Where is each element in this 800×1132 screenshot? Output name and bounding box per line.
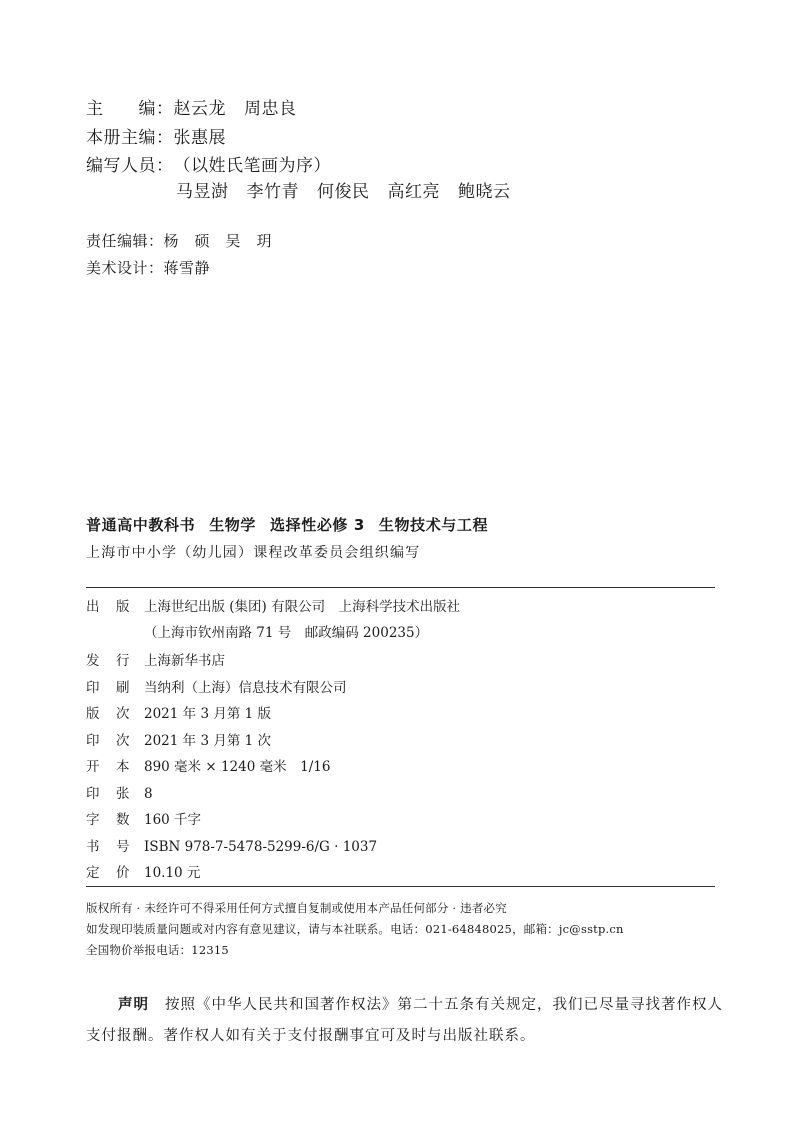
cip-row	[86, 755, 330, 775]
book-title	[86, 514, 502, 535]
cip-value: 当纳利（上海）信息技术有限公司	[144, 680, 347, 696]
chief-editor-names	[174, 99, 315, 119]
cip-row	[86, 649, 225, 669]
chief-editor-name: 赵云龙	[173, 99, 226, 119]
cip-value: 890 毫米 × 1240 毫米 1/16	[144, 759, 331, 775]
cip-row	[86, 595, 460, 615]
cip-key: 印 次	[86, 733, 131, 749]
volume-editor-label: 本册主编：	[86, 128, 174, 148]
cip-key: 出 版	[86, 599, 131, 615]
chief-editor-name: 周忠良	[244, 99, 297, 119]
writer-name: 高红亮	[387, 182, 440, 202]
writers-label: 编写人员：	[86, 156, 174, 176]
chief-editor-label: 主 编：	[86, 99, 174, 119]
cip-value: 10.10 元	[144, 865, 201, 881]
cip-key: 定 价	[86, 865, 131, 881]
cip-value: 上海新华书店	[144, 653, 225, 669]
compiled-by: 上海市中小学（幼儿园）课程改革委员会组织编写	[86, 545, 421, 561]
cip-key: 印 张	[86, 786, 131, 802]
responsible-editor-label: 责任编辑：	[86, 232, 164, 250]
declaration-text: 按照《中华人民共和国著作权法》第二十五条有关规定，我们已尽量寻找著作权人支付报酬。著作权人如有关于支付报酬事宜可及时与出版社联系。	[86, 997, 723, 1044]
cip-key: 书 号	[86, 839, 131, 855]
cip-value: （上海市钦州南路 71 号 邮政编码 200235）	[144, 625, 429, 641]
cip-value: 上海世纪出版 (集团) 有限公司 上海科学技术出版社	[144, 599, 461, 615]
writers-line	[86, 151, 331, 176]
volume-editor-line	[86, 123, 226, 148]
book-title-part: 生物技术与工程	[378, 516, 489, 534]
cip-row	[86, 676, 347, 696]
writers-note: （以姓氏笔画为序）	[173, 156, 331, 176]
cip-value: 160 千字	[144, 812, 202, 828]
chief-editor-line	[86, 94, 315, 119]
cip-value: ISBN 978-7-5478-5299-6/G · 1037	[144, 839, 378, 855]
volume-editor-name: 张惠展	[173, 128, 226, 148]
contact-notice: 如发现印装质量问题或对内容有意见建议，请与本社联系。电话：021-64848025，邮箱：jc@sstp.cn	[86, 922, 624, 936]
cip-key: 版 次	[86, 706, 131, 722]
cip-row	[86, 861, 200, 881]
cip-key: 发 行	[86, 653, 131, 669]
declaration-label: 声明	[118, 997, 149, 1013]
cip-row	[86, 808, 201, 828]
writer-name: 马昱澍	[176, 182, 229, 202]
cip-row	[86, 835, 377, 855]
cip-value: 2021 年 3 月第 1 版	[144, 706, 271, 722]
art-design-line	[86, 257, 210, 278]
cip-row	[86, 702, 271, 722]
book-title-part: 生物学	[209, 516, 257, 534]
responsible-editor-line	[86, 230, 272, 251]
cip-key	[86, 625, 144, 641]
writer-name: 鲍晓云	[458, 182, 511, 202]
divider-top	[86, 587, 715, 588]
cip-key: 印 刷	[86, 680, 131, 696]
cip-key: 开 本	[86, 759, 131, 775]
declaration	[86, 990, 726, 1052]
copyright-notice: 版权所有 · 未经许可不得采用任何方式擅自复制或使用本产品任何部分 · 违者必究	[86, 901, 507, 915]
art-designer-name: 蒋雪静	[163, 259, 211, 277]
cip-row	[86, 782, 153, 802]
cip-row	[86, 621, 428, 641]
responsible-editor-names: 杨 硕 吴 玥	[163, 232, 273, 250]
cip-row	[86, 729, 271, 749]
writers-names	[176, 177, 529, 202]
book-title-part: 选择性必修 3	[270, 516, 365, 534]
writer-name: 何俊民	[317, 182, 370, 202]
price-hotline-notice: 全国物价举报电话：12315	[86, 943, 229, 957]
cip-key: 字 数	[86, 812, 131, 828]
book-title-part: 普通高中教科书	[86, 516, 196, 534]
divider-bottom	[86, 886, 715, 887]
cip-value: 8	[144, 786, 153, 802]
art-design-label: 美术设计：	[86, 259, 164, 277]
cip-value: 2021 年 3 月第 1 次	[144, 733, 271, 749]
writer-name: 李竹青	[246, 182, 299, 202]
